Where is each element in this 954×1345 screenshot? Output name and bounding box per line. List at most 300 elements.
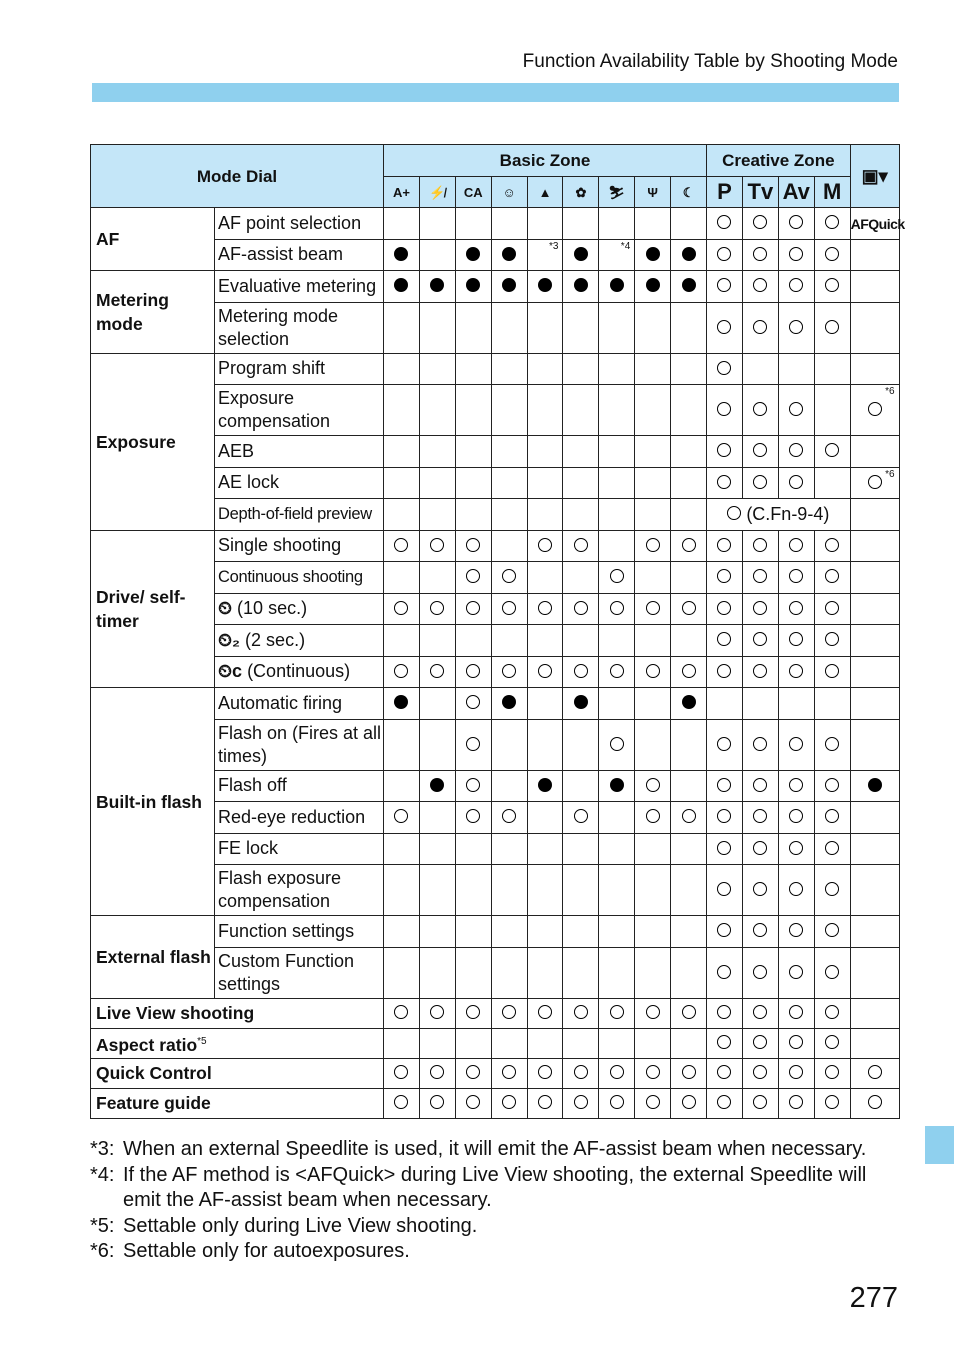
open-circle-icon	[825, 538, 839, 552]
filled-dot-icon	[574, 278, 588, 292]
open-circle-icon	[502, 1065, 516, 1079]
table-cell	[742, 385, 778, 436]
table-cell	[455, 1088, 491, 1118]
row-label-text: Flash on (Fires at all times)	[218, 722, 382, 766]
open-circle-icon	[466, 737, 480, 751]
mode-dial-header: Mode Dial	[91, 145, 384, 208]
table-cell	[707, 271, 743, 303]
row-label-text: Feature guide	[96, 1092, 211, 1113]
table-cell	[384, 916, 420, 948]
scene-intelligent-auto-icon: A+	[392, 185, 410, 200]
movie-cell	[850, 770, 899, 802]
open-circle-icon	[574, 538, 588, 552]
row-category: Drive/ self-timer	[91, 530, 215, 688]
open-circle-icon	[789, 443, 803, 457]
row-label-text: Exposure compensation	[218, 388, 331, 431]
table-cell	[635, 1088, 671, 1118]
table-cell	[599, 833, 635, 865]
open-circle-icon	[502, 601, 516, 615]
table-cell	[491, 436, 527, 468]
table-cell	[419, 353, 455, 385]
table-cell	[814, 625, 850, 657]
table-cell	[814, 947, 850, 998]
table-cell	[455, 625, 491, 657]
open-circle-icon	[789, 737, 803, 751]
program-ae	[707, 177, 743, 208]
table-row	[91, 208, 900, 240]
open-circle-icon	[753, 737, 767, 751]
scene-intelligent-auto-icon	[384, 177, 420, 208]
open-circle-icon	[502, 1005, 516, 1019]
table-cell	[814, 385, 850, 436]
open-circle-icon	[789, 215, 803, 229]
table-cell	[599, 625, 635, 657]
table-cell	[419, 530, 455, 562]
table-cell	[707, 770, 743, 802]
table-cell	[599, 499, 635, 531]
open-circle-icon	[610, 569, 624, 583]
table-cell	[527, 802, 563, 834]
table-cell	[742, 947, 778, 998]
movie-cell	[850, 385, 899, 436]
table-row	[91, 353, 900, 385]
row-label	[215, 656, 384, 688]
table-cell	[455, 688, 491, 720]
movie-cell	[850, 947, 899, 998]
open-circle-icon	[646, 1095, 660, 1109]
table-cell	[563, 1088, 599, 1118]
movie-cell	[850, 625, 899, 657]
open-circle-icon	[466, 695, 480, 709]
row-label	[215, 865, 384, 916]
manual-exposure-label: M	[823, 178, 842, 204]
table-cell	[384, 947, 420, 998]
table-cell	[814, 1058, 850, 1088]
table-cell	[671, 865, 707, 916]
filled-dot-icon	[466, 278, 480, 292]
table-cell	[419, 208, 455, 240]
table-cell	[707, 802, 743, 834]
open-circle-icon	[717, 1035, 731, 1049]
table-cell	[707, 593, 743, 625]
row-label-text: (10 sec.)	[237, 598, 308, 619]
flash-off-icon: ⚡̸	[429, 185, 446, 200]
movie-camera-icon: ▣▾	[850, 145, 899, 208]
table-cell	[814, 436, 850, 468]
table-cell	[419, 1058, 455, 1088]
row-label-text: AF-assist beam	[218, 244, 344, 265]
table-cell	[563, 656, 599, 688]
table-cell	[635, 239, 671, 271]
table-cell	[455, 1058, 491, 1088]
open-circle-icon	[753, 809, 767, 823]
open-circle-icon	[717, 247, 731, 261]
table-cell	[384, 802, 420, 834]
table-cell	[707, 865, 743, 916]
table-cell	[491, 385, 527, 436]
open-circle-icon	[466, 809, 480, 823]
table-cell	[742, 239, 778, 271]
row-label	[215, 802, 384, 834]
footnote	[90, 1214, 905, 1240]
table-cell	[671, 947, 707, 998]
filled-dot-icon	[868, 778, 882, 792]
table-cell	[599, 1088, 635, 1118]
movie-cell	[850, 833, 899, 865]
table-cell	[671, 688, 707, 720]
program-ae-label: P	[717, 178, 732, 204]
table-cell	[778, 353, 814, 385]
open-circle-icon	[825, 1005, 839, 1019]
table-cell	[491, 530, 527, 562]
table-cell	[635, 719, 671, 770]
footnote-mark: *5:	[90, 1214, 115, 1237]
open-circle-icon	[538, 1005, 552, 1019]
table-row	[91, 998, 900, 1028]
open-circle-icon	[466, 601, 480, 615]
filled-dot-icon	[574, 695, 588, 709]
movie-cell	[850, 593, 899, 625]
landscape-icon: ▲	[538, 185, 552, 200]
table-cell	[419, 385, 455, 436]
table-cell	[563, 1058, 599, 1088]
open-circle-icon	[682, 1005, 696, 1019]
table-cell	[384, 562, 420, 594]
open-circle-icon	[753, 664, 767, 678]
open-circle-icon	[430, 1095, 444, 1109]
table-cell	[419, 593, 455, 625]
table-cell	[778, 239, 814, 271]
table-cell	[778, 770, 814, 802]
table-cell	[599, 436, 635, 468]
table-cell	[671, 833, 707, 865]
table-cell	[742, 625, 778, 657]
table-cell	[599, 239, 635, 271]
table-cell	[671, 593, 707, 625]
table-cell	[491, 593, 527, 625]
open-circle-icon	[682, 601, 696, 615]
table-cell	[419, 271, 455, 303]
footnote	[90, 1239, 905, 1265]
open-circle-icon	[825, 632, 839, 646]
open-circle-icon	[789, 1035, 803, 1049]
table-cell	[707, 353, 743, 385]
table-cell	[707, 1058, 743, 1088]
table-cell	[742, 802, 778, 834]
table-cell	[707, 833, 743, 865]
table-cell	[635, 802, 671, 834]
table-cell	[384, 302, 420, 353]
table-cell	[671, 770, 707, 802]
row-category: External flash	[91, 916, 215, 999]
table-cell	[671, 625, 707, 657]
open-circle-icon	[574, 664, 588, 678]
open-circle-icon	[610, 1005, 624, 1019]
table-cell	[599, 916, 635, 948]
table-cell	[527, 436, 563, 468]
table-cell	[707, 302, 743, 353]
table-cell	[778, 436, 814, 468]
footnote-mark: *3:	[90, 1138, 115, 1160]
movie-cell	[850, 802, 899, 834]
open-circle-icon	[538, 1095, 552, 1109]
table-cell	[742, 865, 778, 916]
table-cell	[455, 436, 491, 468]
movie-cell	[850, 436, 899, 468]
table-cell	[778, 998, 814, 1028]
table-cell	[384, 499, 420, 531]
open-circle-icon	[789, 632, 803, 646]
table-cell	[707, 385, 743, 436]
table-cell	[527, 467, 563, 499]
table-cell	[527, 1058, 563, 1088]
open-circle-icon	[717, 538, 731, 552]
table-cell	[455, 865, 491, 916]
table-cell	[599, 719, 635, 770]
table-cell	[671, 499, 707, 531]
table-cell	[778, 208, 814, 240]
food-icon: Ψ	[647, 185, 658, 200]
table-cell	[707, 239, 743, 271]
filled-dot-icon	[502, 695, 516, 709]
table-cell	[635, 208, 671, 240]
table-cell	[707, 467, 743, 499]
table-row	[91, 271, 900, 303]
table-cell	[563, 865, 599, 916]
open-circle-icon	[394, 1005, 408, 1019]
open-circle-icon	[753, 278, 767, 292]
table-cell	[635, 353, 671, 385]
table-cell	[635, 1028, 671, 1058]
table-cell	[814, 656, 850, 688]
table-cell	[491, 499, 527, 531]
table-row	[91, 1028, 900, 1058]
row-label-text: (Continuous)	[247, 661, 351, 682]
open-circle-icon	[825, 278, 839, 292]
table-cell	[814, 467, 850, 499]
open-circle-icon	[717, 965, 731, 979]
table-cell	[527, 656, 563, 688]
table-cell	[527, 208, 563, 240]
table-cell	[778, 688, 814, 720]
table-cell	[671, 1058, 707, 1088]
table-cell	[491, 916, 527, 948]
open-circle-icon	[789, 923, 803, 937]
table-cell	[527, 353, 563, 385]
table-cell	[814, 208, 850, 240]
table-cell	[563, 625, 599, 657]
table-cell	[527, 719, 563, 770]
movie-cell	[850, 208, 905, 240]
open-circle-icon	[825, 809, 839, 823]
table-cell	[419, 302, 455, 353]
table-cell	[814, 688, 850, 720]
table-cell	[491, 770, 527, 802]
table-cell	[742, 271, 778, 303]
open-circle-icon	[430, 601, 444, 615]
table-cell	[491, 467, 527, 499]
open-circle-icon	[789, 1005, 803, 1019]
open-circle-icon	[717, 664, 731, 678]
open-circle-icon	[574, 1095, 588, 1109]
open-circle-icon	[825, 664, 839, 678]
table-cell	[563, 467, 599, 499]
table-cell	[563, 947, 599, 998]
table-cell	[384, 436, 420, 468]
table-cell	[527, 1028, 563, 1058]
open-circle-icon	[825, 215, 839, 229]
table-cell	[707, 562, 743, 594]
open-circle-icon	[753, 443, 767, 457]
table-cell	[527, 271, 563, 303]
open-circle-icon	[868, 1095, 882, 1109]
row-label-text: Aspect ratio	[96, 1034, 198, 1055]
table-cell	[671, 239, 707, 271]
table-cell	[419, 467, 455, 499]
filled-dot-icon	[574, 247, 588, 261]
row-label-text: Depth-of-field preview	[218, 504, 372, 523]
table-cell	[599, 208, 635, 240]
table-cell	[814, 833, 850, 865]
table-cell	[742, 436, 778, 468]
open-circle-icon	[717, 923, 731, 937]
table-cell	[419, 562, 455, 594]
footnote-text: If the AF method is <AFQuick> during Live View shooting, the external Speedlite will emit the AF-assist beam when necessary.	[123, 1163, 867, 1211]
shutter-priority	[742, 177, 778, 208]
open-circle-icon	[868, 402, 882, 416]
open-circle-icon	[646, 538, 660, 552]
table-cell	[419, 239, 455, 271]
table-cell	[778, 593, 814, 625]
table-cell	[563, 562, 599, 594]
row-label	[215, 353, 384, 385]
row-label	[215, 436, 384, 468]
movie-cell	[850, 467, 899, 499]
open-circle-icon	[430, 1005, 444, 1019]
table-cell	[599, 656, 635, 688]
open-circle-icon	[574, 809, 588, 823]
table-cell	[635, 436, 671, 468]
filled-dot-icon	[394, 695, 408, 709]
open-circle-icon	[753, 538, 767, 552]
table-cell	[742, 688, 778, 720]
open-circle-icon	[502, 809, 516, 823]
footnote-ref: *6	[885, 468, 895, 480]
table-cell	[563, 208, 599, 240]
row-label-text: Function settings	[218, 920, 355, 941]
table-cell	[814, 239, 850, 271]
landscape-icon	[527, 177, 563, 208]
filled-dot-icon	[538, 778, 552, 792]
table-cell	[419, 719, 455, 770]
filled-dot-icon	[610, 778, 624, 792]
table-cell	[599, 802, 635, 834]
table-cell	[635, 833, 671, 865]
table-cell	[384, 1058, 420, 1088]
table-cell	[742, 302, 778, 353]
table-cell	[563, 1028, 599, 1058]
table-cell	[778, 562, 814, 594]
table-cell	[563, 353, 599, 385]
row-label-text: Metering mode selection	[218, 305, 339, 349]
table-cell	[384, 656, 420, 688]
table-cell	[455, 302, 491, 353]
table-cell	[419, 499, 455, 531]
table-cell	[491, 562, 527, 594]
table-cell	[455, 385, 491, 436]
table-cell	[419, 802, 455, 834]
filled-dot-icon	[394, 247, 408, 261]
table-cell	[814, 530, 850, 562]
table-cell	[671, 530, 707, 562]
movie-cell	[850, 1058, 899, 1088]
table-cell	[778, 1028, 814, 1058]
table-cell	[563, 239, 599, 271]
table-cell	[778, 271, 814, 303]
table-cell	[563, 916, 599, 948]
row-label	[215, 562, 384, 594]
open-circle-icon	[466, 778, 480, 792]
table-cell	[455, 656, 491, 688]
movie-cell	[850, 499, 899, 531]
table-cell	[707, 1088, 743, 1118]
table-cell	[419, 833, 455, 865]
table-cell	[671, 1088, 707, 1118]
table-cell	[563, 802, 599, 834]
table-cell	[527, 947, 563, 998]
open-circle-icon	[753, 632, 767, 646]
open-circle-icon	[717, 278, 731, 292]
close-up-icon: ✿	[575, 185, 587, 200]
table-cell	[742, 1088, 778, 1118]
table-cell	[778, 625, 814, 657]
table-cell	[455, 239, 491, 271]
open-circle-icon	[753, 569, 767, 583]
footnote-text: Settable only for autoexposures.	[123, 1240, 410, 1262]
open-circle-icon	[466, 664, 480, 678]
filled-dot-icon	[502, 247, 516, 261]
table-cell	[455, 499, 491, 531]
row-label-text: AEB	[218, 440, 255, 461]
table-cell	[491, 947, 527, 998]
movie-cell	[850, 865, 899, 916]
open-circle-icon	[682, 538, 696, 552]
open-circle-icon	[789, 320, 803, 334]
row-label-text: Program shift	[218, 358, 326, 379]
page-number: 277	[849, 1282, 898, 1314]
open-circle-icon	[789, 1095, 803, 1109]
table-cell	[635, 593, 671, 625]
open-circle-icon	[466, 538, 480, 552]
open-circle-icon	[717, 882, 731, 896]
open-circle-icon	[646, 664, 660, 678]
row-label-text: Custom Function settings	[218, 950, 355, 994]
row-category: Built-in flash	[91, 688, 215, 916]
table-cell	[563, 998, 599, 1028]
table-cell	[707, 916, 743, 948]
basic-zone-header: Basic Zone	[384, 145, 707, 177]
table-cell	[742, 593, 778, 625]
open-circle-icon	[753, 1095, 767, 1109]
table-cell	[599, 302, 635, 353]
open-circle-icon	[682, 1095, 696, 1109]
table-cell	[384, 833, 420, 865]
table-cell	[419, 656, 455, 688]
open-circle-icon	[789, 664, 803, 678]
open-circle-icon	[825, 841, 839, 855]
table-cell	[671, 719, 707, 770]
open-circle-icon	[717, 1065, 731, 1079]
